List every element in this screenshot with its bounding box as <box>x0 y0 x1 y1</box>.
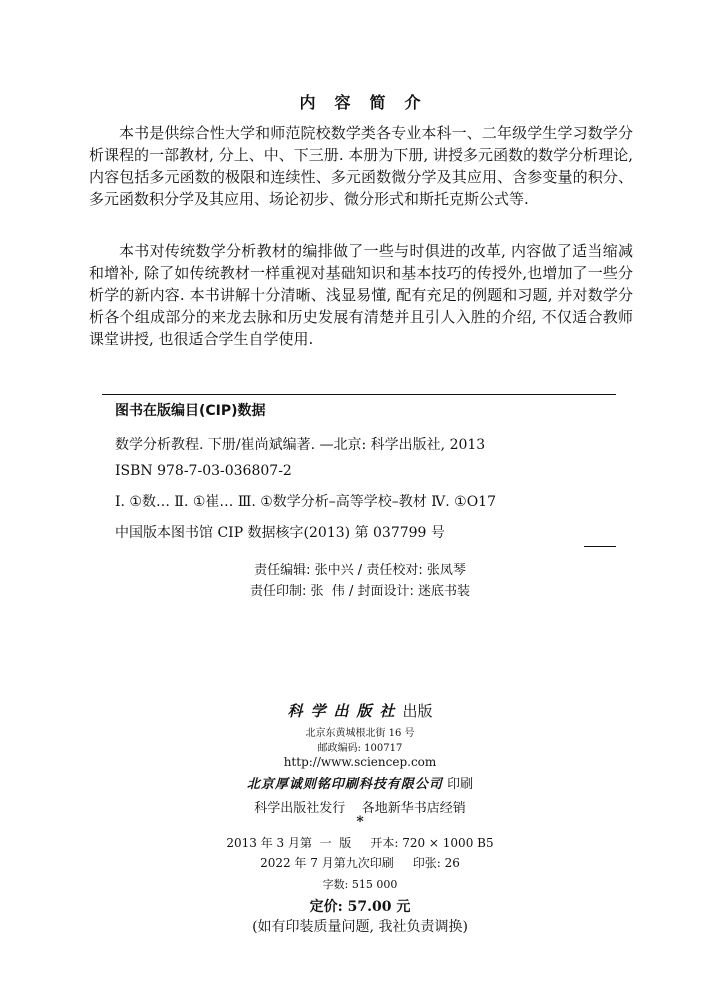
edition-line-2: 2022 年 7 月第九次印刷 印张: 26 <box>260 856 460 870</box>
separator-star: * <box>356 814 364 830</box>
edition-line-1: 2013 年 3 月第 一 版 开本: 720 × 1000 B5 <box>226 836 494 850</box>
cip-line-1: 数学分析教程. 下册/崔尚斌编著. —北京: 科学出版社, 2013 <box>115 437 486 453</box>
publisher-address: 北京东黄城根北街 16 号 <box>305 728 415 739</box>
summary-paragraph-1: 本书是供综合性大学和师范院校数学类各专业本科一、二年级学生学习数学分析课程的一部教材, 分上、中、下三册. 本册为下册, 讲授多元函数的数学分析理论, 内容包括多元函数的极限和连续性、多元函数微分学及其应用、含参变量的积分、多元函数积分学及其应用、场论初步、微分形式和斯托克斯公式等. <box>89 124 633 208</box>
publisher-line <box>0 700 720 721</box>
price: 定价: 57.00 元 <box>309 899 411 915</box>
production-credits: 责任印制: 张 伟 / 封面设计: 迷底书装 <box>250 584 470 599</box>
publisher-suffix: 出版 <box>402 702 433 720</box>
cip-bottom-rule <box>584 546 616 547</box>
distribution-line: 科学出版社发行 各地新华书店经销 <box>254 801 466 816</box>
word-count: 字数: 515 000 <box>322 878 398 891</box>
editor-credits: 责任编辑: 张中兴 / 责任校对: 张凤琴 <box>254 563 466 578</box>
printer-suffix: 印刷 <box>442 777 474 792</box>
cip-line-4: 中国版本图书馆 CIP 数据核字(2013) 第 037799 号 <box>115 525 445 541</box>
page-title: 内容简介 <box>299 93 440 112</box>
publisher-name: 科学出版社 <box>287 702 403 720</box>
printer-name: 北京厚诚则铭印刷科技有限公司 <box>246 777 443 792</box>
printer-line <box>0 773 720 792</box>
cip-top-rule <box>102 394 616 395</box>
publisher-postcode: 邮政编码: 100717 <box>317 743 403 754</box>
publisher-url: http://www.sciencep.com <box>283 755 437 769</box>
cip-line-2: ISBN 978-7-03-036807-2 <box>115 463 292 479</box>
summary-paragraph-2: 本书对传统数学分析教材的编排做了一些与时俱进的改革, 内容做了适当缩减和增补, 除了如传统教材一样重视对基础知识和基本技巧的传授外,也增加了一些分析学的新内容. 本书讲解十分清晰、浅显易懂, 配有充足的例题和习题, 并对数学分析各个组成部分的来龙去脉和历史发展有清楚并且引人入胜的介绍, 不仅适合教师课堂讲授, 也很适合学生自学使用. <box>89 242 633 348</box>
cip-heading: 图书在版编目(CIP)数据 <box>115 403 266 419</box>
cip-line-3: Ⅰ. ①数… Ⅱ. ①崔… Ⅲ. ①数学分析–高等学校–教材 Ⅳ. ①O17 <box>115 494 496 510</box>
quality-notice: (如有印装质量问题, 我社负责调换) <box>252 919 468 935</box>
